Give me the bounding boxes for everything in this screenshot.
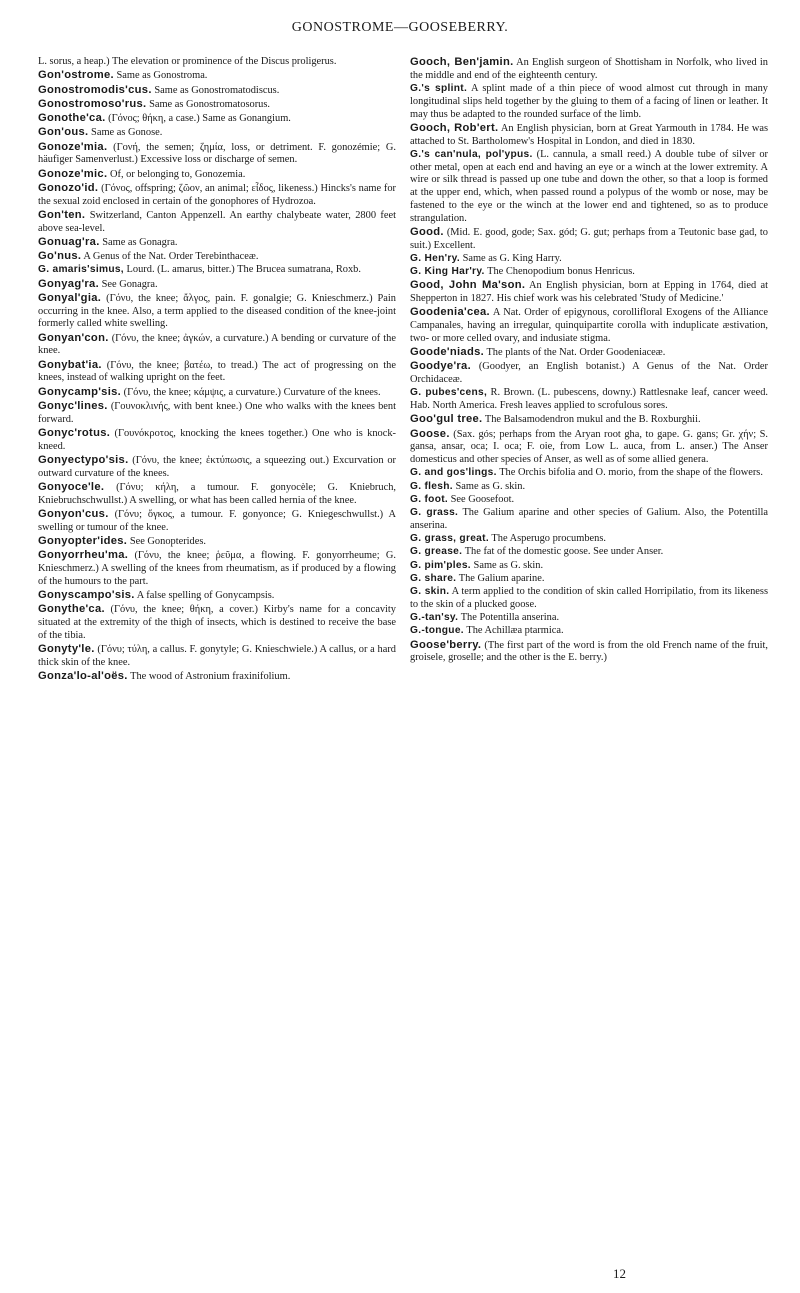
entry-headword: Gooch, Rob'ert.: [410, 121, 499, 134]
entry-definition: (Γουνόκροτος, knocking the knees together.) One who is knock-kneed.: [38, 427, 396, 452]
entry-definition: Same as Gonostromatosorus.: [149, 98, 270, 110]
dictionary-entry: [38, 643, 396, 670]
subentry-headword: G. foot.: [410, 493, 449, 505]
entry-definition: Same as Gonagra.: [102, 236, 178, 248]
dictionary-entry: [38, 589, 396, 603]
entry-headword: Gonyag'ra.: [38, 277, 99, 290]
dictionary-entry: [38, 84, 396, 98]
entry-definition: (Γουνοκλινής, with bent knee.) One who walks with the knees bent forward.: [38, 400, 396, 425]
dictionary-entry: [410, 481, 768, 494]
dictionary-entry: [410, 306, 768, 345]
entry-definition: (Γόνυ, the knee; ἄλγος, pain. F. gonalgie; G. Knieschmerz.) Pain occurring in the knee. Also, a term applied to the diseased condition of the knee-joint formerly called white swelling.: [38, 292, 396, 330]
entry-definition: (Sax. gós; perhaps from the Aryan root gha, to gape. G. gans; Gr. χήν; S. gansa, ansar, oca; I. oca; F. oie, from Low L. auca, from L. anser.) The Anser domesticus and other species of Anser, as well as of some allied genera.: [410, 428, 768, 465]
entry-headword: Gon'ten.: [38, 208, 86, 221]
entry-headword: Gonyon'cus.: [38, 507, 109, 520]
dictionary-entry: [38, 332, 396, 359]
entry-headword: Gonothe'ca.: [38, 112, 106, 124]
dictionary-entry: [410, 612, 768, 625]
dictionary-entry: [38, 603, 396, 642]
dictionary-entry: [410, 467, 768, 480]
entry-headword: Go'nus.: [38, 250, 82, 262]
dictionary-entry: [410, 83, 768, 121]
dictionary-entry: [38, 481, 396, 508]
entry-headword: Gonyc'lines.: [38, 399, 108, 412]
dictionary-entry: [410, 507, 768, 533]
dictionary-entry: [38, 400, 396, 427]
dictionary-entry: [410, 360, 768, 387]
entry-definition: Same as G. King Harry.: [462, 252, 562, 264]
entry-headword: Gonuag'ra.: [38, 235, 100, 248]
entry-headword: Goo'gul tree.: [410, 413, 483, 426]
dictionary-entry: [410, 428, 768, 467]
entry-definition: (Mid. E. good, gode; Sax. gód; G. gut; perhaps from a Teutonic base gad, to suit.) Excellent.: [410, 226, 768, 251]
dictionary-entry: [38, 386, 396, 400]
running-head: GONOSTROME—GOOSEBERRY.: [291, 20, 509, 35]
dictionary-entry: [38, 141, 396, 168]
entry-definition: (Γόνος; θήκη, a case.) Same as Gonangium.: [108, 113, 291, 124]
entry-definition: (Γόνυ, the knee; θήκη, a cover.) Kirby's name for a concavity situated at the extremity of the thigh of insects, which is destined to receive the base of the tibia.: [38, 604, 396, 641]
entry-definition: A Genus of the Nat. Order Terebinthaceæ.: [83, 251, 259, 262]
subentry-headword: G. amaris'simus,: [38, 264, 124, 276]
subentry-headword: G. grass, great.: [410, 533, 489, 544]
entry-definition: Switzerland, Canton Appenzell. An earthy chalybeate water, 2800 feet above sea-level.: [38, 209, 396, 234]
entry-definition: The Chenopodium bonus Henricus.: [487, 266, 635, 277]
dictionary-entry: [410, 560, 768, 573]
entry-definition: A term applied to the condition of skin called Horripilatio, from its likeness to the skin of a plucked goose.: [410, 586, 768, 610]
entry-definition: (Γόνυ, the knee; κάμψις, a curvature.) Curvature of the knees.: [123, 386, 381, 398]
entry-headword: Gooch, Ben'jamin.: [410, 56, 514, 68]
dictionary-entry: [38, 278, 396, 292]
dictionary-entry: [38, 670, 396, 684]
entry-headword: Gonozo'id.: [38, 181, 99, 194]
entry-headword: Gonythe'ca.: [38, 603, 105, 615]
entry-definition: (Goodyer, an English botanist.) A Genus of the Nat. Order Orchidaceæ.: [410, 361, 768, 385]
entry-headword: Gonza'lo-al'oës.: [38, 669, 128, 682]
entry-definition: The Galium aparine.: [458, 572, 545, 584]
subentry-headword: G.-tongue.: [410, 625, 464, 637]
subentry-headword: G. grass.: [410, 507, 459, 518]
entry-headword: Gon'ostrome.: [38, 69, 114, 82]
subentry-headword: G. King Har'ry.: [410, 266, 485, 277]
entry-headword: Gonybat'ia.: [38, 358, 102, 371]
dictionary-entry: [38, 264, 396, 277]
dictionary-entry: [38, 359, 396, 386]
dictionary-entry: [38, 427, 396, 454]
entry-headword: Gonoze'mia.: [38, 140, 108, 153]
entry-definition: The fat of the domestic goose. See under Anser.: [464, 546, 664, 558]
entry-headword: Goodye'ra.: [410, 360, 471, 373]
entry-headword: Goode'niads.: [410, 346, 485, 358]
entry-definition: The Balsamodendron mukul and the B. Roxburghii.: [484, 414, 701, 426]
entry-definition: R. Brown. (L. pubescens, downy.) Rattlesnake leaf, cancer weed. Hab. North America. Fresh leaves applied to scrofulous sores.: [410, 387, 768, 411]
entry-headword: Good, John Ma'son.: [410, 279, 526, 292]
subentry-headword: G.'s can'nula, pol'ypus.: [410, 148, 533, 160]
entry-definition: The wood of Astronium fraxinifolium.: [130, 670, 291, 682]
entry-definition: Same as G. skin.: [473, 559, 544, 571]
entry-definition: Same as Gonose.: [91, 127, 163, 139]
right-column: [410, 56, 768, 666]
entry-headword: Gonyoce'le.: [38, 480, 105, 493]
entry-definition: The Orchis bifolia and O. morio, from the shape of the flowers.: [499, 467, 763, 479]
subentry-headword: G. share.: [410, 572, 457, 584]
entry-definition: See Gonagra.: [101, 278, 158, 290]
subentry-headword: G. and gos'lings.: [410, 467, 497, 479]
dictionary-entry: [410, 533, 768, 546]
entry-definition: (Γόνυ; ὄγκος, a tumour. F. gonyonce; G. Kniegeschwullst.) A swelling or tumour of the knee.: [38, 508, 396, 533]
entry-headword: Gonostromodis'cus.: [38, 83, 152, 96]
subentry-headword: G.'s splint.: [410, 83, 468, 94]
dictionary-entry: [38, 182, 396, 209]
entry-definition: L. sorus, a heap.) The elevation or prominence of the Discus proligerus.: [38, 56, 337, 67]
dictionary-entry: [410, 346, 768, 360]
entry-definition: (Γόνυ, the knee; ἀγκών, a curvature.) A bending or curvature of the knee.: [38, 332, 396, 357]
entry-definition: (L. cannula, a small reed.) A double tube of silver or other metal, open at each end and having an eye or a winch at the lower extremity. A wire or silk thread is passed up one tube and down the other, so that a loop is formed at the upper end, which, when passed round a polypus of the womb or nose, may be fastened to the eye or the winch at the lower end and tightened, so as to produce strangulation.: [410, 148, 768, 224]
entry-headword: Gonyan'con.: [38, 331, 109, 344]
page-number: 12: [613, 1266, 626, 1281]
dictionary-entry: [38, 69, 396, 83]
entry-definition: Same as Gonostromatodiscus.: [154, 84, 280, 96]
entry-definition: (Γόνυ, the knee; βατέω, to tread.) The act of progressing on the knees, instead of walking upright on the feet.: [38, 359, 396, 384]
entry-headword: Gonostromoso'rus.: [38, 97, 147, 110]
dictionary-entry: [38, 126, 396, 140]
dictionary-entry: [38, 535, 396, 549]
dictionary-entry: [410, 266, 768, 279]
entry-definition: Same as Gonostroma.: [116, 70, 208, 82]
entry-definition: The Potentilla anserina.: [460, 612, 560, 623]
entry-definition: The Asperugo procumbens.: [491, 533, 606, 544]
dictionary-entry: [38, 236, 396, 250]
dictionary-entry: [38, 250, 396, 264]
subentry-headword: G. skin.: [410, 586, 450, 597]
entry-headword: Gonyc'rotus.: [38, 426, 111, 439]
entry-headword: Gonoze'mic.: [38, 167, 108, 180]
subentry-headword: G. grease.: [410, 546, 463, 558]
subentry-headword: G. Hen'ry.: [410, 252, 460, 264]
entry-definition: A false spelling of Gonycampsis.: [136, 589, 275, 601]
entry-headword: Goodenia'cea.: [410, 306, 490, 319]
subentry-headword: G. pubes'cens,: [410, 387, 488, 399]
entry-headword: Gonycamp'sis.: [38, 385, 122, 398]
entry-headword: Goose'berry.: [410, 638, 482, 651]
entry-headword: Gonyopter'ides.: [38, 534, 128, 547]
dictionary-entry: [38, 56, 396, 69]
dictionary-entry: [410, 573, 768, 586]
dictionary-entry: [38, 454, 396, 481]
dictionary-entry: [38, 549, 396, 588]
dictionary-entry: [38, 508, 396, 535]
entry-definition: An English surgeon of Shottisham in Norfolk, who lived in the middle and end of the eighteenth century.: [410, 57, 768, 81]
dictionary-entry: [410, 279, 768, 306]
entry-headword: Gonyscampo'sis.: [38, 588, 135, 601]
entry-definition: An English physician, born at Epping in 1764, died at Shepperton in 1827. His chief work was his celebrated 'Study of Medicine.': [410, 280, 768, 304]
entry-definition: See Gonopterides.: [129, 535, 207, 547]
subentry-headword: G.-tan'sy.: [410, 612, 459, 623]
entry-headword: Gonyectypo'sis.: [38, 453, 129, 466]
entry-headword: Good.: [410, 225, 444, 238]
entry-definition: (The first part of the word is from the old French name of the fruit, groisele, groselle; and the other is the E. berry.): [410, 639, 768, 664]
entry-definition: (Γόνυ; κήλη, a tumour. F. gonyocèle; G. Kniebruch, Kniebruchschwullst.) A swelling, or what has been called hernia of the knee.: [38, 481, 396, 506]
dictionary-entry: [410, 226, 768, 253]
entry-definition: (Γόνος, offspring; ζῶον, an animal; εἶδος, likeness.) Hincks's name for the sexual zoid enclosed in certain of the gonophores of Hydrozoa.: [38, 182, 396, 207]
dictionary-entry: [410, 122, 768, 149]
entry-headword: Gonyty'le.: [38, 642, 95, 655]
dictionary-entry: [410, 56, 768, 83]
subentry-headword: G. flesh.: [410, 480, 453, 492]
dictionary-entry: [410, 586, 768, 612]
dictionary-entry: [38, 292, 396, 331]
dictionary-entry: [410, 253, 768, 266]
entry-definition: (Γόνυ, the knee; ἐκτύπωσις, a squeezing out.) Excurvation or outward curvature of the knees.: [38, 454, 396, 479]
entry-definition: (Γόνυ, the knee; ῥεῦμα, a flowing. F. gonyorrheume; G. Knieschmerz.) A swelling of the knees from rheumatism, as if produced by a flowing of the humours to the part.: [38, 550, 396, 587]
dictionary-entry: [38, 98, 396, 112]
entry-definition: The Galium aparine and other species of Galium. Also, the Potentilla anserina.: [410, 507, 768, 531]
dictionary-entry: [38, 168, 396, 182]
dictionary-entry: [38, 112, 396, 126]
dictionary-entry: [38, 209, 396, 236]
entry-definition: An English physician, born at Great Yarmouth in 1784. He was attached to St. Bartholomew's Hospital in London, and died in 1830.: [410, 122, 768, 147]
entry-definition: The plants of the Nat. Order Goodeniaceæ.: [486, 347, 666, 358]
dictionary-entry: [410, 149, 768, 226]
dictionary-entry: [410, 494, 768, 507]
entry-headword: Gon'ous.: [38, 126, 89, 139]
entry-definition: A Nat. Order of epigynous, corollifloral Exogens of the Alliance Campanales, having an irregular, quinquipartite corolla with induplicate æstivation, two- or more celled ovary, and indusiate stigma.: [410, 307, 768, 344]
entry-headword: Gonyal'gia.: [38, 291, 102, 304]
left-column: [38, 56, 396, 684]
entry-headword: Goose.: [410, 427, 450, 440]
entry-definition: A splint made of a thin piece of wood almost cut through in many longitudinal slips held together by the gluing to them of a facing of linen or leather. It may thus be adapted to the rounded surface of the limb.: [410, 83, 769, 120]
entry-definition: (Γόνυ; τύλη, a callus. F. gonytyle; G. Knieschwiele.) A callus, or a hard thick skin of the knee.: [38, 643, 396, 668]
dictionary-entry: [410, 639, 768, 666]
dictionary-entry: [410, 625, 768, 638]
entry-definition: (Γονή, the semen; ζημία, loss, or detriment. F. gonozémie; G. häufiger Samenverlust.) Excessive loss or discharge of semen.: [38, 141, 396, 166]
dictionary-entry: [410, 413, 768, 427]
entry-headword: Gonyorrheu'ma.: [38, 549, 129, 561]
entry-definition: Same as G. skin.: [455, 480, 526, 492]
dictionary-entry: [410, 546, 768, 559]
subentry-headword: G. pim'ples.: [410, 559, 471, 571]
dictionary-entry: [410, 387, 768, 413]
entry-definition: The Achillæa ptarmica.: [466, 625, 564, 637]
entry-definition: See Goosefoot.: [450, 493, 515, 505]
entry-definition: Of, or belonging to, Gonozemia.: [109, 168, 246, 180]
entry-definition: Lourd. (L. amarus, bitter.) The Brucea sumatrana, Roxb.: [126, 264, 361, 276]
